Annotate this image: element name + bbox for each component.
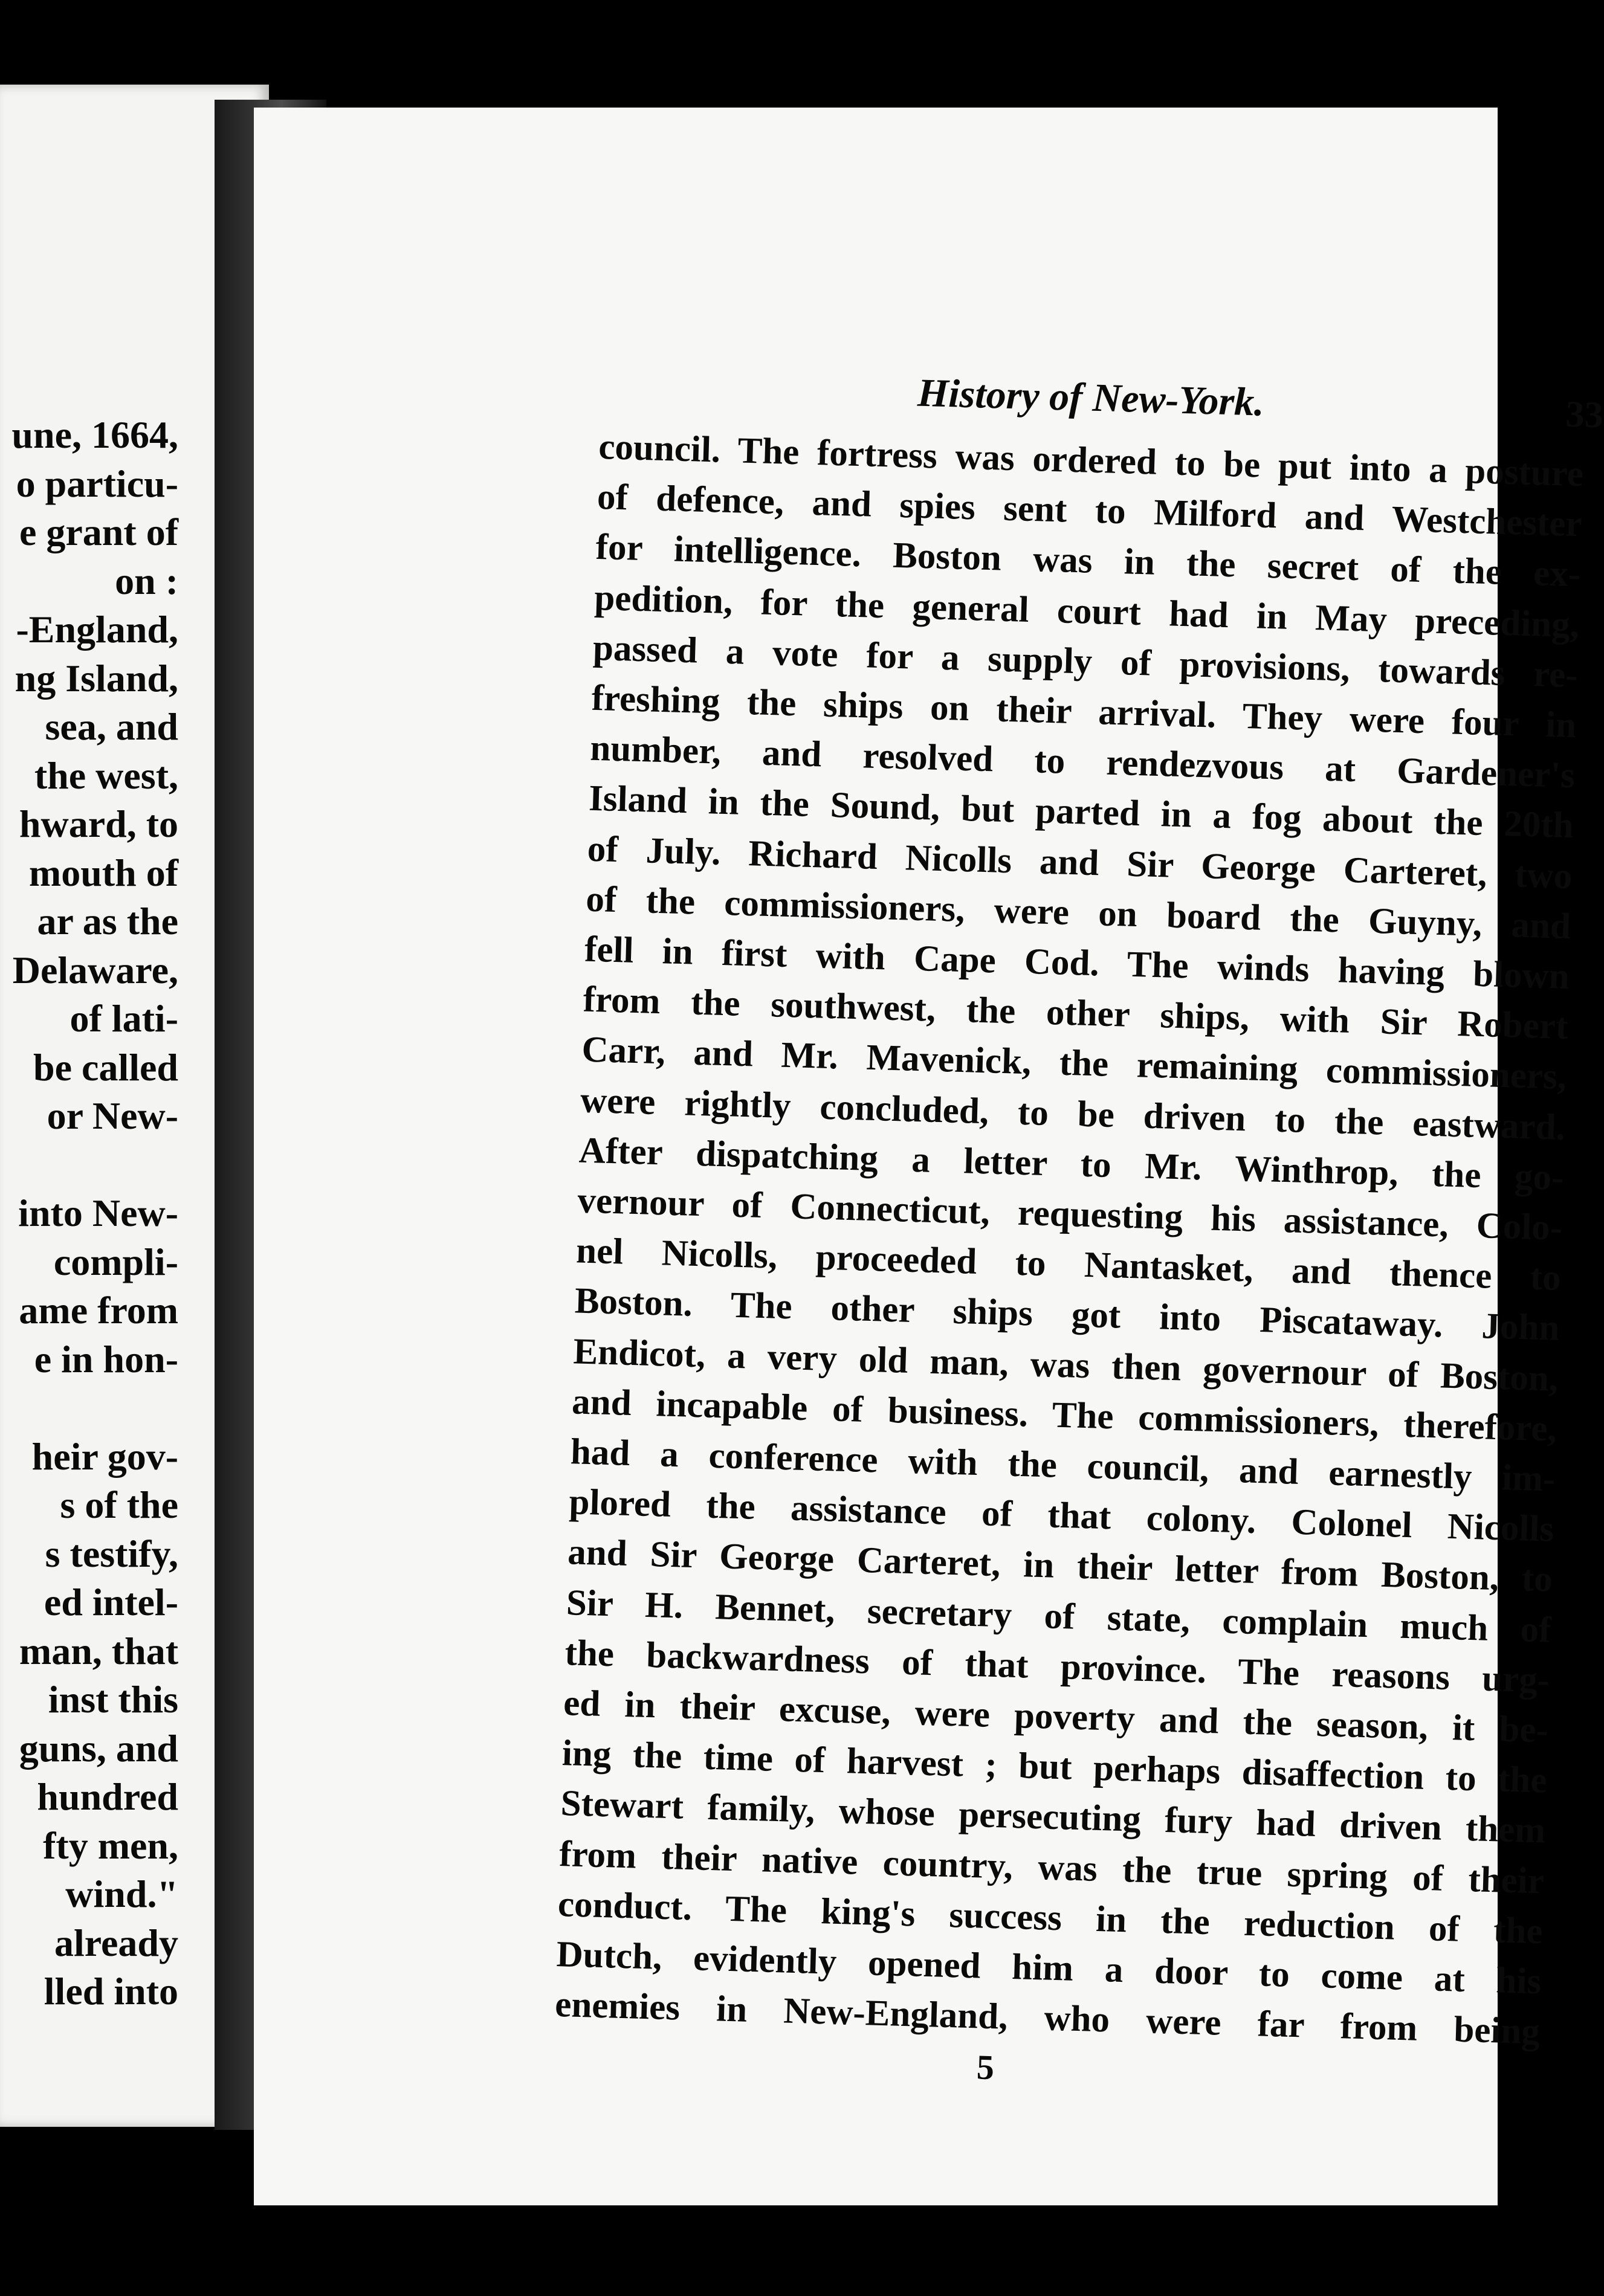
text-line: of defence, and spies sent to Milford and Westchester	[597, 477, 1583, 545]
left-page-line: the west,	[34, 753, 178, 797]
left-page-line: ng Island,	[15, 656, 178, 700]
text-line: and Sir George Carteret, in their letter from Boston, to	[567, 1532, 1553, 1601]
text-line: conduct. The king's success in the reduction of the	[557, 1883, 1544, 1952]
left-page-line: lled into	[44, 1970, 178, 2013]
left-page-line: or New-	[47, 1094, 178, 1137]
left-page-line: s of the	[60, 1483, 178, 1526]
text-line: for intelligence. Boston was in the secret of the ex-	[595, 527, 1582, 595]
text-line: council. The fortress was ordered to be put into a posture	[598, 426, 1584, 495]
left-page-line: inst this	[48, 1678, 178, 1721]
right-page-text-block	[553, 349, 1604, 2103]
text-line: Island in the Sound, but parted in a fog about the 20th	[588, 778, 1574, 846]
text-line: fell in first with Cape Cod. The winds having blown	[584, 929, 1570, 998]
text-line: pedition, for the general court had in May preceding,	[593, 577, 1580, 645]
left-page-line: e grant of	[19, 511, 178, 553]
text-line: freshing the ships on their arrival. They were four in	[590, 677, 1577, 746]
left-page-line: -England,	[16, 608, 178, 651]
text-line: Stewart family, whose persecuting fury had driven them	[560, 1783, 1547, 1852]
left-page-line: sea, and	[45, 705, 178, 748]
left-page-line: man, that	[19, 1629, 178, 1672]
running-head-title: History of New-York.	[917, 370, 1265, 425]
text-line: passed a vote for a supply of provisions, towards re-	[592, 627, 1579, 696]
page-number: 33	[1565, 393, 1604, 436]
left-page-line: guns, and	[19, 1726, 178, 1770]
left-page-line: une, 1664,	[11, 413, 178, 456]
body-text	[554, 422, 1584, 2057]
left-page-line: be called	[33, 1045, 178, 1089]
left-page-line: on :	[115, 559, 178, 602]
text-line: enemies in New-England, who were far from being	[554, 1984, 1541, 2053]
left-page-line: already	[54, 1921, 178, 1964]
text-line: After dispatching a letter to Mr. Winthrop, the go-	[578, 1130, 1565, 1198]
left-page-line: Delaware,	[12, 948, 178, 992]
text-line: the backwardness of that province. The reasons urg-	[564, 1633, 1551, 1701]
left-page-line: s testify,	[45, 1532, 178, 1575]
text-line: plored the assistance of that colony. Colonel Nicolls	[568, 1482, 1555, 1550]
text-line: Boston. The other ships got into Piscataway. John	[574, 1280, 1560, 1349]
left-page-line: ame from	[19, 1289, 178, 1332]
right-page	[254, 108, 1604, 2205]
text-line: of the commissioners, were on board the Guyny, and	[585, 879, 1571, 947]
left-page-line: mouth of	[28, 851, 178, 894]
left-page-line: e in hon-	[34, 1337, 178, 1381]
text-line: vernour of Connecticut, requesting his assistance, Colo-	[577, 1180, 1563, 1248]
left-page-line: wind."	[65, 1872, 178, 1915]
text-line: Sir H. Bennet, secretary of state, complain much of	[566, 1582, 1552, 1651]
text-line: of July. Richard Nicolls and Sir George Carteret, two	[586, 828, 1573, 897]
text-line: nel Nicolls, proceeded to Nantasket, and thence to	[575, 1230, 1562, 1299]
signature-mark: 5	[975, 2046, 995, 2087]
text-line: ed in their excuse, were poverty and the season, it be-	[563, 1683, 1549, 1751]
text-line: Dutch, evidently opened him a door to come at his	[555, 1934, 1542, 2002]
left-page-line: ar as the	[37, 900, 178, 943]
text-line: and incapable of business. The commissioners, therefore,	[571, 1381, 1557, 1450]
left-page-line: hward, to	[19, 802, 178, 845]
left-page-line: into New-	[18, 1192, 178, 1234]
text-line: from the southwest, the other ships, with Sir Robert	[583, 979, 1569, 1048]
text-line: Carr, and Mr. Mavenick, the remaining commissioners,	[581, 1029, 1567, 1098]
left-page-line: o particu-	[16, 462, 178, 505]
text-line: had a conference with the council, and earnestly im-	[570, 1431, 1556, 1500]
text-line: from their native country, was the true spring of their	[558, 1833, 1545, 1902]
text-line: Endicot, a very old man, was then governour of Boston,	[572, 1331, 1559, 1399]
left-page-line: of lati-	[70, 997, 178, 1040]
text-line: were rightly concluded, to be driven to the eastward.	[580, 1080, 1566, 1148]
left-page-line: hundred	[37, 1775, 178, 1818]
left-page-line: fty men,	[43, 1824, 178, 1867]
text-line: ing the time of harvest ; but perhaps disaffection to the	[561, 1733, 1548, 1801]
left-page-line: ed intel-	[44, 1581, 178, 1624]
text-line: number, and resolved to rendezvous at Gardener's	[589, 727, 1576, 796]
left-page-line: heir gov-	[31, 1434, 178, 1478]
left-page-line: compli-	[53, 1240, 178, 1283]
